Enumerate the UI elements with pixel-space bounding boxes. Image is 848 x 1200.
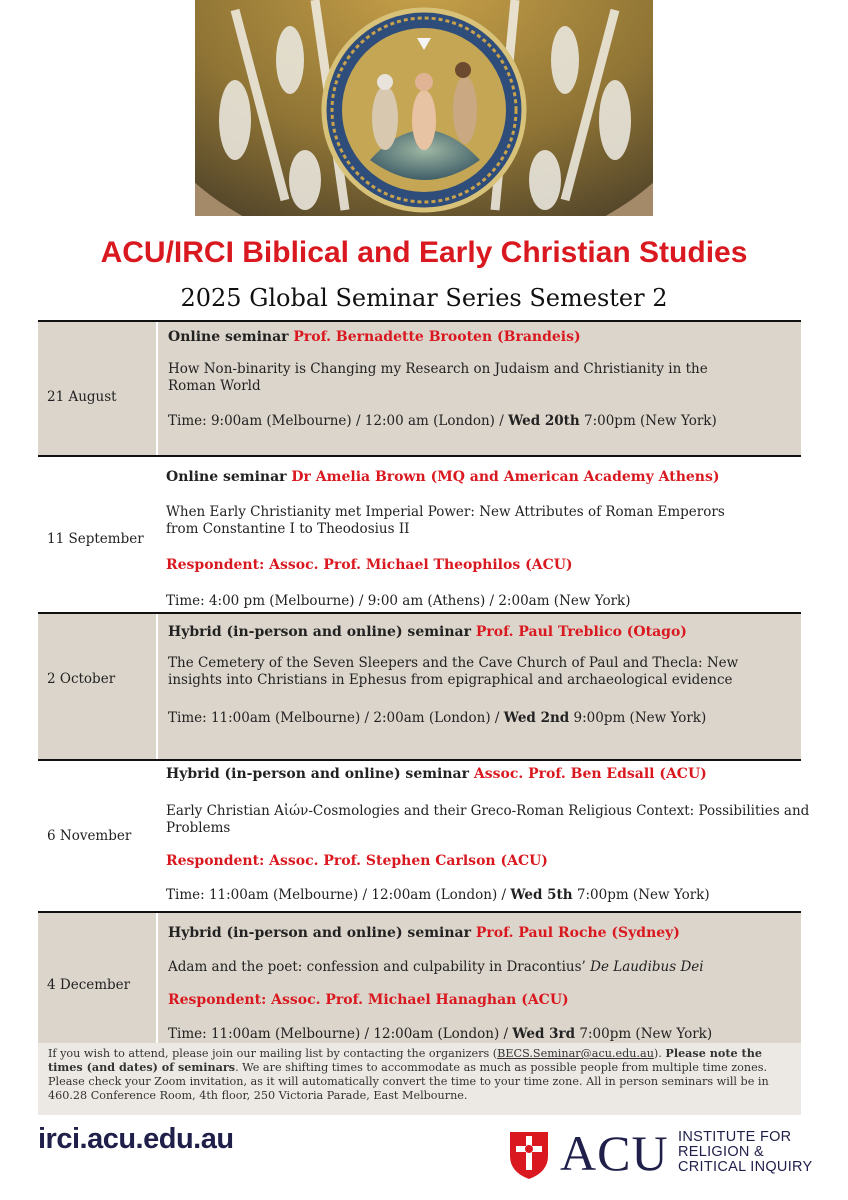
seminar-row-4 xyxy=(38,761,810,911)
seminar-row-5 xyxy=(38,913,801,1043)
seminar-format: Hybrid (in-person and online) seminar xyxy=(168,624,471,640)
seminar-row-1 xyxy=(38,322,801,455)
seminar-respondent: Respondent: Assoc. Prof. Michael Hanaghan (ACU) xyxy=(168,992,569,1008)
seminar-title-line-2: from Constantine I to Theodosius II xyxy=(166,521,410,537)
seminar-row-3 xyxy=(38,614,801,759)
hero-mosaic-image xyxy=(195,0,653,216)
date-cell xyxy=(38,913,156,1043)
date-cell xyxy=(38,614,156,759)
seminar-time: Time: 11:00am (Melbourne) / 2:00am (London) / Wed 2nd 9:00pm (New York) xyxy=(168,710,707,726)
seminar-details xyxy=(156,913,801,1043)
seminar-header xyxy=(168,925,680,942)
seminar-details xyxy=(156,761,810,911)
seminar-date: 2 October xyxy=(47,671,116,687)
logo-wordmark: ACU xyxy=(560,1125,669,1181)
page-subtitle: 2025 Global Seminar Series Semester 2 xyxy=(180,284,668,312)
seminar-date: 21 August xyxy=(47,389,117,405)
acu-crest-icon xyxy=(508,1130,550,1180)
seminar-header xyxy=(166,766,707,783)
seminar-speaker: Prof. Bernadette Brooten (Brandeis) xyxy=(293,329,581,345)
seminar-time: Time: 9:00am (Melbourne) / 12:00 am (London) / Wed 20th 7:00pm (New York) xyxy=(168,413,717,429)
notice-line-1: If you wish to attend, please join our mailing list by contacting the organizers (BECS.Seminar@acu.edu.au). Please note the xyxy=(48,1046,762,1060)
seminar-details xyxy=(156,322,801,455)
seminar-title-line-1: The Cemetery of the Seven Sleepers and the Cave Church of Paul and Thecla: New xyxy=(168,655,739,671)
date-cell xyxy=(38,457,156,612)
seminar-details xyxy=(156,457,801,612)
seminar-time: Time: 11:00am (Melbourne) / 12:00am (London) / Wed 5th 7:00pm (New York) xyxy=(166,887,710,903)
attendance-notice xyxy=(38,1043,801,1115)
seminar-title-line-1: When Early Christianity met Imperial Power: New Attributes of Roman Emperors xyxy=(166,504,725,520)
notice-line-2: times (and dates) of seminars. We are shifting times to accommodate as much as possible people from multiple time zones. xyxy=(48,1060,768,1074)
notice-line-4: 460.28 Conference Room, 4th floor, 250 Victoria Parade, East Melbourne. xyxy=(48,1089,468,1102)
seminar-title-line-2: Problems xyxy=(166,820,231,836)
seminar-title-line-1: Early Christian Αἰών-Cosmologies and their Greco-Roman Religious Context: Possibilities and xyxy=(166,803,810,819)
seminar-title-line-1: How Non-binarity is Changing my Research on Judaism and Christianity in the xyxy=(168,361,708,377)
notice-line-3: Please check your Zoom invitation, as it will automatically convert the time to your time zone. All in person seminars will be in xyxy=(48,1075,769,1088)
seminar-date: 11 September xyxy=(47,531,144,547)
seminar-format: Online seminar xyxy=(166,469,287,485)
seminar-header xyxy=(168,329,581,346)
organizer-email-link[interactable]: BECS.Seminar@acu.edu.au xyxy=(497,1047,654,1060)
seminar-respondent: Respondent: Assoc. Prof. Michael Theophilos (ACU) xyxy=(166,557,573,573)
website-url[interactable]: irci.acu.edu.au xyxy=(38,1123,234,1155)
date-cell xyxy=(38,761,156,911)
page-title: ACU/IRCI Biblical and Early Christian Studies xyxy=(100,236,748,269)
seminar-speaker: Dr Amelia Brown (MQ and American Academy Athens) xyxy=(291,469,720,485)
seminar-speaker: Assoc. Prof. Ben Edsall (ACU) xyxy=(473,766,707,782)
seminar-format: Hybrid (in-person and online) seminar xyxy=(166,766,469,782)
seminar-time: Time: 4:00 pm (Melbourne) / 9:00 am (Athens) / 2:00am (New York) xyxy=(166,593,631,609)
seminar-title-line-2: Roman World xyxy=(168,378,261,394)
seminar-speaker: Prof. Paul Treblico (Otago) xyxy=(475,624,687,640)
seminar-speaker: Prof. Paul Roche (Sydney) xyxy=(475,925,680,941)
seminar-details xyxy=(156,614,801,759)
seminar-format: Online seminar xyxy=(168,329,289,345)
seminar-date: 4 December xyxy=(47,977,131,993)
seminar-row-2 xyxy=(38,457,801,612)
acu-irci-logo xyxy=(508,1126,828,1184)
seminar-format: Hybrid (in-person and online) seminar xyxy=(168,925,471,941)
institute-name: INSTITUTE FOR RELIGION & CRITICAL INQUIRY xyxy=(678,1129,813,1175)
seminar-title-line-2: insights into Christians in Ephesus from epigraphical and archaeological evidence xyxy=(168,672,733,688)
seminar-title: Adam and the poet: confession and culpability in Dracontius’ De Laudibus Dei xyxy=(168,959,704,975)
seminar-date: 6 November xyxy=(47,828,132,844)
seminar-header xyxy=(168,624,687,641)
seminar-time: Time: 11:00am (Melbourne) / 12:00am (London) / Wed 3rd 7:00pm (New York) xyxy=(168,1026,713,1042)
seminar-header xyxy=(166,469,719,486)
seminar-respondent: Respondent: Assoc. Prof. Stephen Carlson (ACU) xyxy=(166,853,548,869)
date-cell xyxy=(38,322,156,455)
